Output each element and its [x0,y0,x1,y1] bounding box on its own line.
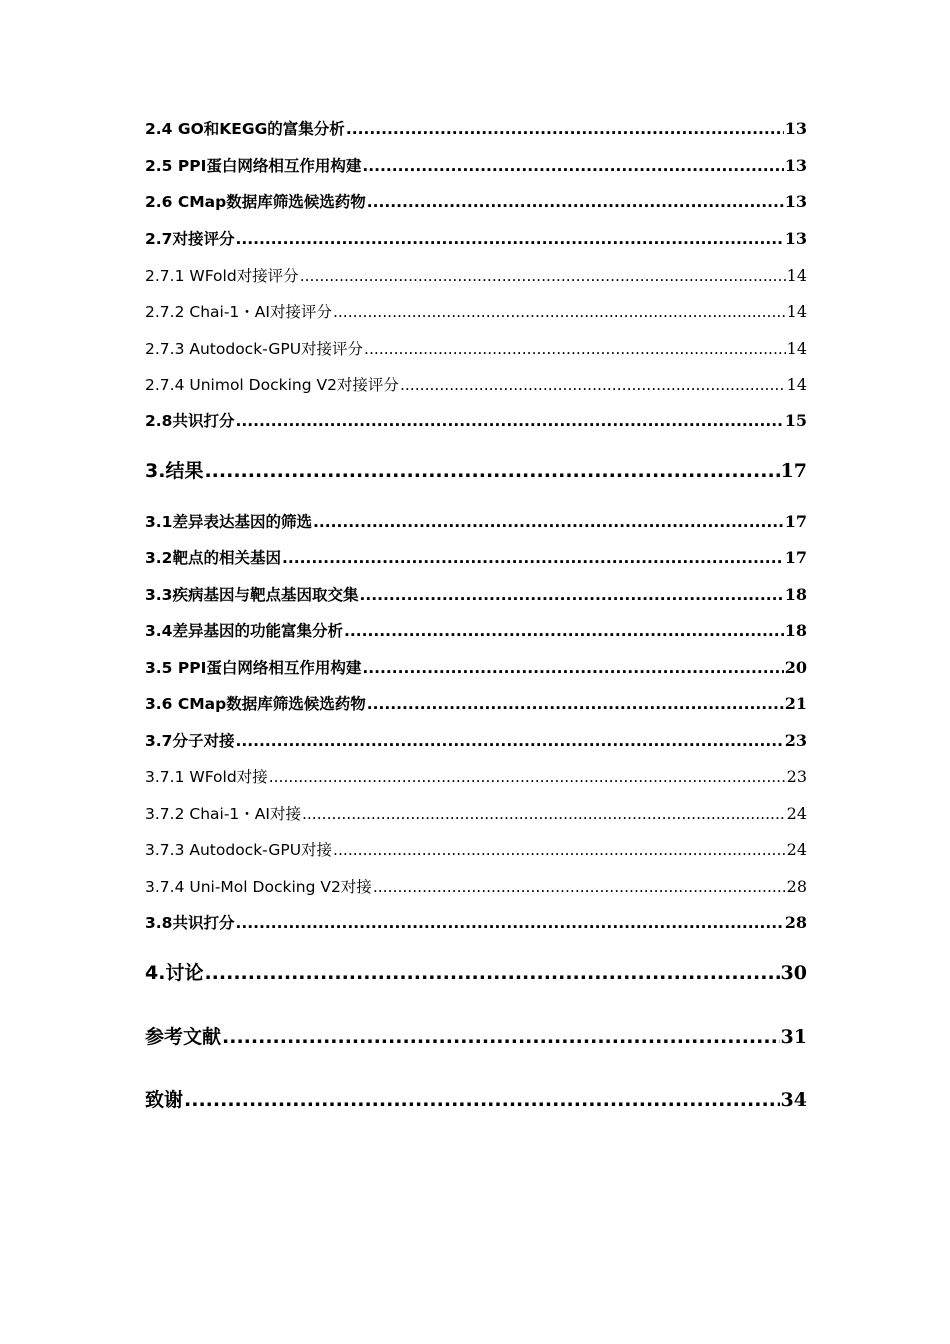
toc-entry-label: 3.6 CMap数据库筛选候选药物 [145,695,366,713]
toc-entry-page: 18 [784,621,807,640]
toc-entry-page: 21 [784,694,807,713]
toc-dot-leader [359,586,783,604]
toc-entry [145,765,807,787]
toc-dot-leader [235,732,783,750]
toc-dot-leader [300,267,786,285]
toc-dot-leader [367,193,784,211]
toc-entry-label: 3.7.2 Chai-1・AI对接 [145,805,301,823]
toc-entry [145,300,807,322]
toc-entry-label: 3.1差异表达基因的筛选 [145,513,312,531]
toc-dot-leader [313,513,784,531]
toc-dot-leader [204,460,779,482]
toc-entry-page: 14 [786,375,807,394]
toc-entry-page: 13 [784,119,807,138]
toc-entry-page: 24 [786,804,807,823]
toc-entry-page: 28 [784,913,807,932]
toc-entry-page: 24 [786,840,807,859]
toc-dot-leader [184,1089,780,1111]
toc-entry [145,802,807,824]
toc-entry-label: 2.8共识打分 [145,412,235,430]
toc-entry-page: 13 [784,156,807,175]
toc-entry-page: 23 [786,767,807,786]
toc-dot-leader [204,962,779,984]
toc-entry-page: 14 [786,266,807,285]
toc-entry-page: 31 [780,1026,807,1048]
toc-entry-page: 17 [780,460,807,482]
toc-entry-label: 2.4 GO和KEGG的富集分析 [145,120,345,138]
toc-entry-page: 23 [784,731,807,750]
toc-entry-page: 30 [780,962,807,984]
toc-entry [145,583,807,605]
toc-dot-leader [222,1026,780,1048]
toc-entry [145,510,807,532]
toc-dot-leader [362,659,783,677]
toc-entry-label: 2.6 CMap数据库筛选候选药物 [145,193,366,211]
toc-entry [145,838,807,860]
toc-dot-leader [333,841,786,859]
toc-dot-leader [302,805,786,823]
toc-entry [145,409,807,431]
toc-entry-label: 3.8共识打分 [145,914,235,932]
toc-entry-label: 3.7.1 WFold对接 [145,768,268,786]
toc-entry [145,264,807,286]
toc-entry-label: 3.3疾病基因与靶点基因取交集 [145,586,359,604]
toc-entry [145,911,807,933]
toc-entry [145,154,807,176]
toc-dot-leader [373,878,786,896]
toc-entry-label: 2.7.2 Chai-1・AI对接评分 [145,303,332,321]
toc-entry-label: 2.5 PPI蛋白网络相互作用构建 [145,157,362,175]
toc-entry [145,373,807,395]
toc-entry-label: 参考文献 [145,1026,222,1048]
toc-entry-label: 3.4差异基因的功能富集分析 [145,622,343,640]
toc-entry [145,656,807,678]
toc-entry [145,619,807,641]
toc-entry-page: 34 [780,1089,807,1111]
toc-entry [145,337,807,359]
toc-entry [145,729,807,751]
toc-entry-page: 17 [784,512,807,531]
toc-entry-label: 4.讨论 [145,962,204,984]
toc-entry [145,1085,807,1112]
toc-dot-leader [333,303,786,321]
toc-entry-page: 28 [786,877,807,896]
toc-entry-page: 13 [784,192,807,211]
toc-dot-leader [235,230,783,248]
toc-entry-page: 20 [784,658,807,677]
toc-dot-leader [362,157,783,175]
toc-entry-label: 2.7对接评分 [145,230,235,248]
toc-entry [145,875,807,897]
toc-entry-page: 17 [784,548,807,567]
toc-dot-leader [364,340,786,358]
toc-entry [145,1022,807,1049]
toc-entry [145,227,807,249]
toc-entry-label: 3.7.4 Uni-Mol Docking V2对接 [145,878,372,896]
toc-dot-leader [269,768,786,786]
toc-entry-label: 2.7.4 Unimol Docking V2对接评分 [145,376,399,394]
toc-dot-leader [282,549,784,567]
toc-dot-leader [235,914,783,932]
toc-entry-page: 15 [784,411,807,430]
toc-dot-leader [400,376,786,394]
toc-entry-label: 3.结果 [145,460,204,482]
toc-entry-page: 14 [786,302,807,321]
toc-dot-leader [344,622,784,640]
toc-entry-label: 2.7.3 Autodock-GPU对接评分 [145,340,364,358]
toc-entry [145,692,807,714]
toc-dot-leader [235,412,783,430]
toc-entry-label: 3.7分子对接 [145,732,235,750]
toc-entry [145,190,807,212]
toc-entry-label: 2.7.1 WFold对接评分 [145,267,299,285]
toc-dot-leader [367,695,784,713]
toc-dot-leader [346,120,784,138]
toc-entry-label: 致谢 [145,1089,184,1111]
toc-entry-label: 3.7.3 Autodock-GPU对接 [145,841,333,859]
toc-entry [145,117,807,139]
toc-entry-label: 3.2靶点的相关基因 [145,549,281,567]
toc-entry-page: 18 [784,585,807,604]
toc-entry-page: 14 [786,339,807,358]
toc-entry-page: 13 [784,229,807,248]
toc-entry [145,546,807,568]
toc-entry [145,958,807,985]
toc-entry [145,456,807,483]
toc-entry-label: 3.5 PPI蛋白网络相互作用构建 [145,659,362,677]
